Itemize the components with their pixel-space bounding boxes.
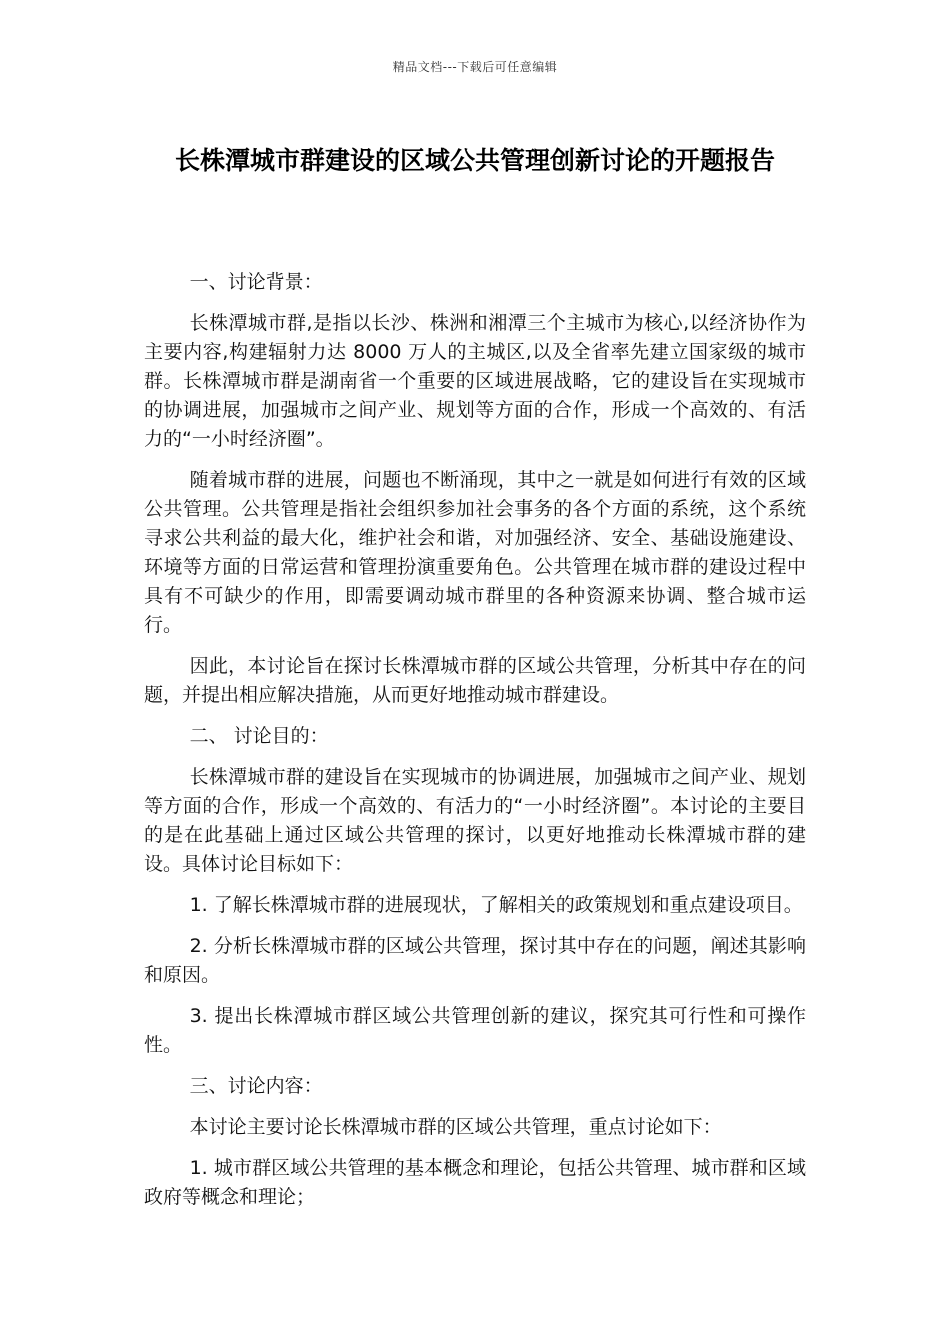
- section-heading-purpose: 二、 讨论目的：: [189, 725, 329, 747]
- section-heading-background: 一、讨论背景：: [189, 271, 323, 293]
- purpose-paragraph-1: 长株潭城市群的建设旨在实现城市的协调进展，加强城市之间产业、规划等方面的合作，形成一个高效的、有活力的“一小时经济圈”。本讨论的主要目的是在此基础上通过区域公共管理的探讨，以更好地推动长株潭城市群的建设。具体讨论目标如下：: [144, 766, 806, 875]
- purpose-list-item-3: 3. 提出长株潭城市群区域公共管理创新的建议，探究其可行性和可操作性。: [144, 1005, 806, 1056]
- background-paragraph-1: 长株潭城市群,是指以长沙、株洲和湘潭三个主城市为核心,以经济协作为主要内容,构建辐射力达 8000 万人的主城区,以及全省率先建立国家级的城市群。长株潭城市群是湖南省一个重要的区域进展战略，它的建设旨在实现城市的协调进展，加强城市之间产业、规划等方面的合作，形成一个高效的、有活力的“一小时经济圈”。: [144, 312, 806, 450]
- content-paragraph-1: 本讨论主要讨论长株潭城市群的区域公共管理，重点讨论如下：: [189, 1116, 722, 1138]
- purpose-list-item-1: 1. 了解长株潭城市群的进展现状，了解相关的政策规划和重点建设项目。: [189, 894, 803, 916]
- background-paragraph-3: 因此，本讨论旨在探讨长株潭城市群的区域公共管理，分析其中存在的问题，并提出相应解决措施，从而更好地推动城市群建设。: [144, 655, 806, 706]
- background-paragraph-2: 随着城市群的进展，问题也不断涌现，其中之一就是如何进行有效的区域公共管理。公共管理是指社会组织参加社会事务的各个方面的系统，这个系统寻求公共利益的最大化，维护社会和谐，对加强经济、安全、基础设施建设、环境等方面的日常运营和管理扮演重要角色。公共管理在城市群的建设过程中具有不可缺少的作用，即需要调动城市群里的各种资源来协调、整合城市运行。: [144, 469, 806, 636]
- header-note: 精品文档---下载后可任意编辑: [392, 60, 558, 74]
- purpose-list-item-2: 2. 分析长株潭城市群的区域公共管理，探讨其中存在的问题，阐述其影响和原因。: [144, 935, 806, 986]
- document-title: 长株潭城市群建设的区域公共管理创新讨论的开题报告: [174, 146, 775, 175]
- document-body: [144, 268, 806, 1224]
- section-heading-content: 三、讨论内容：: [189, 1075, 323, 1097]
- content-list-item-1: 1. 城市群区域公共管理的基本概念和理论，包括公共管理、城市群和区域政府等概念和理论；: [144, 1157, 806, 1208]
